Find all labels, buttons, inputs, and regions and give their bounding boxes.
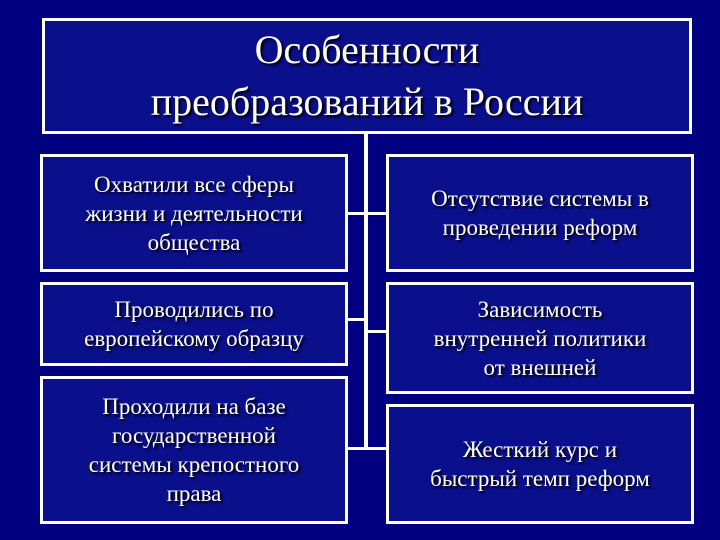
diagram-title: Особенности преобразований в России <box>150 27 584 124</box>
right-item-1-text: Отсутствие системы в проведении реформ <box>431 186 649 240</box>
connector-left-3 <box>348 447 364 450</box>
title-box <box>42 18 692 134</box>
trunk-line <box>364 134 368 450</box>
connector-right-3 <box>368 447 386 450</box>
right-item-3 <box>386 404 694 524</box>
left-item-2 <box>40 282 348 366</box>
left-item-3 <box>40 376 348 524</box>
left-item-3-text: Проходили на базе государственной системы крепостного права <box>88 394 300 506</box>
connector-right-1 <box>368 212 386 215</box>
right-item-3-text: Жесткий курс и быстрый темп реформ <box>430 437 650 491</box>
left-item-1 <box>40 154 348 272</box>
left-item-2-text: Проводились по европейскому образцу <box>84 297 304 351</box>
right-item-1 <box>386 154 694 272</box>
connector-left-2 <box>348 318 364 321</box>
left-item-1-text: Охватили все сферы жизни и деятельности общества <box>85 171 303 255</box>
right-item-2 <box>386 282 694 394</box>
connector-left-1 <box>348 212 364 215</box>
connector-right-2 <box>368 330 386 333</box>
right-item-2-text: Зависимость внутренней политики от внешней <box>433 296 647 380</box>
